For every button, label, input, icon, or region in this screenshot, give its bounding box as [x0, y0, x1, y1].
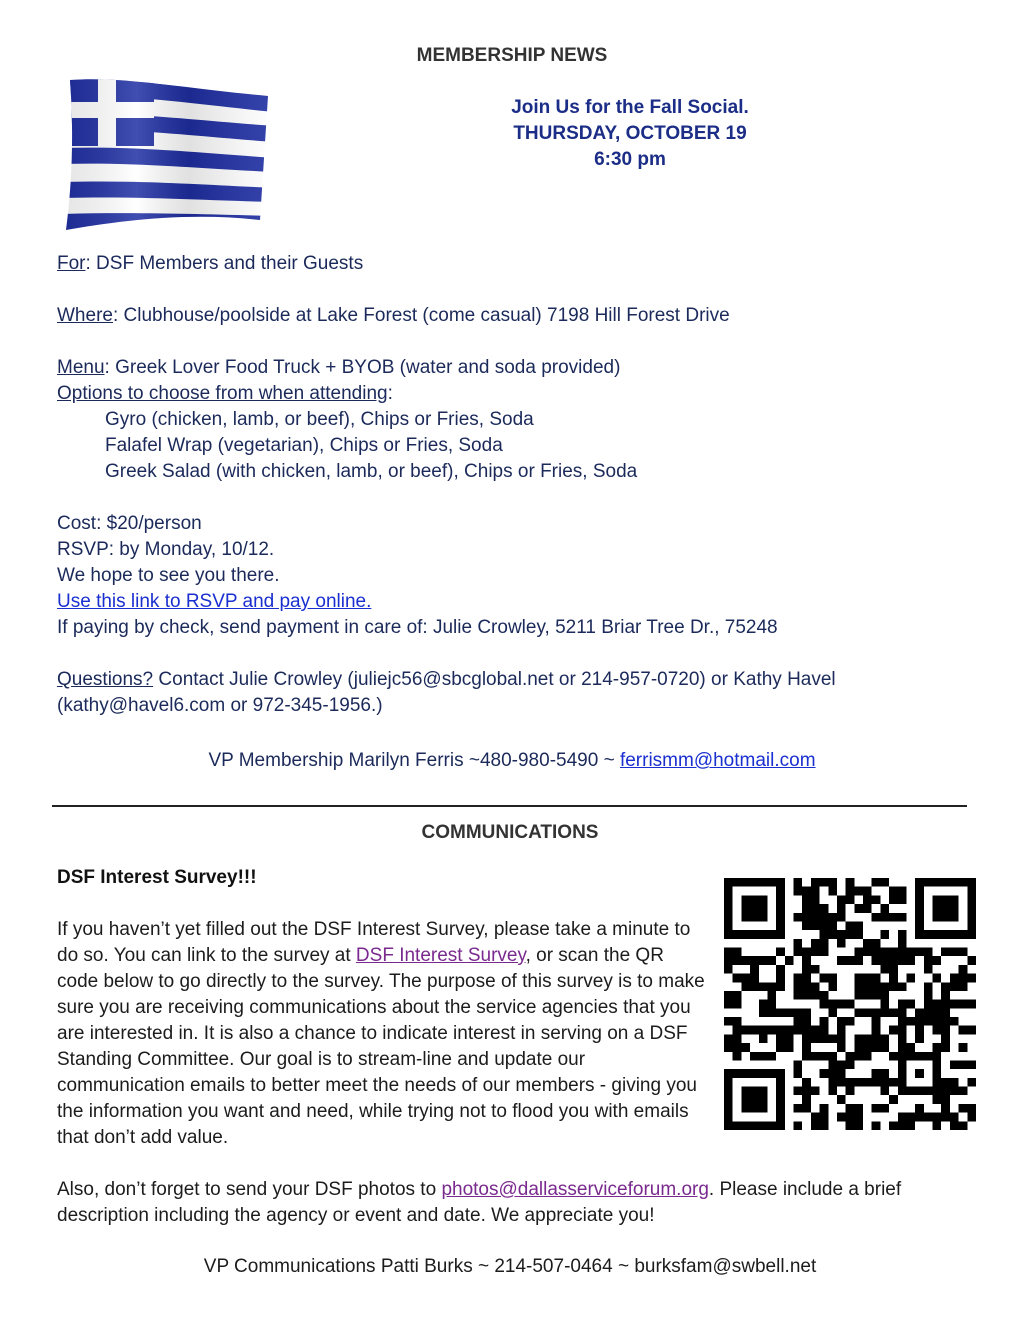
- survey-text-a: If you haven’t yet filled out the DSF Interest Survey, please take a minute to do so. You can link to the survey at: [57, 919, 691, 966]
- rsvp-line: RSVP: by Monday, 10/12.: [57, 539, 275, 560]
- communications-heading: COMMUNICATIONS: [421, 822, 599, 843]
- questions-label: Questions?: [57, 669, 154, 690]
- photos-paragraph: [57, 1177, 967, 1229]
- questions-text: Contact Julie Crowley (juliejc56@sbcglobal.net or 214-957-0720) or Kathy Havel: [153, 669, 836, 690]
- for-label: For: [57, 253, 86, 274]
- where-label: Where: [57, 305, 113, 326]
- options-colon: :: [387, 383, 393, 404]
- where-text: : Clubhouse/poolside at Lake Forest (come casual) 7198 Hill Forest Drive: [112, 305, 730, 326]
- option-item: Gyro (chicken, lamb, or beef), Chips or Fries, Soda: [105, 409, 534, 430]
- options-label: Options to choose from when attending: [57, 383, 388, 404]
- where-line: [57, 303, 730, 329]
- questions-line-2: (kathy@havel6.com or 972-345-1956.): [57, 695, 383, 716]
- vp-communications-line: VP Communications Patti Burks ~ 214-507-0464 ~ burksfam@swbell.net: [203, 1256, 817, 1277]
- menu-text: : Greek Lover Food Truck + BYOB (water and soda provided): [104, 357, 621, 378]
- vp-membership-email-link[interactable]: ferrismm@hotmail.com: [619, 750, 816, 771]
- check-payment-line: If paying by check, send payment in care of: Julie Crowley, 5211 Briar Tree Dr., 75248: [57, 617, 778, 638]
- greece-flag-icon: [62, 74, 274, 232]
- options-line: [57, 381, 393, 407]
- for-text: : DSF Members and their Guests: [85, 253, 364, 274]
- qr-code-icon[interactable]: [724, 878, 976, 1130]
- rsvp-link[interactable]: Use this link to RSVP and pay online.: [57, 591, 372, 612]
- menu-line: [57, 355, 620, 381]
- cost-line: Cost: $20/person: [57, 513, 202, 534]
- photos-text-b: . Please include a brief description including the agency or event and date. We appreciate you!: [57, 1179, 902, 1226]
- survey-paragraph: [57, 917, 709, 1151]
- survey-text-b: , or scan the QR code below to go directly to the survey. The purpose of this survey is to make sure you are receiving communications about the service agencies that you are interested in. It is also a chance to indicate interest in serving on a DSF Standing Committee. Our goal is to stream-line and update our communication emails to better meet the needs of our members - giving you the information you want and need, while trying not to flood you with emails that don’t add value.: [57, 945, 705, 1148]
- photos-email-link[interactable]: photos@dallasserviceforum.org: [441, 1179, 709, 1200]
- social-line-1: Join Us for the Fall Social.: [511, 97, 749, 118]
- social-line-3: 6:30 pm: [594, 149, 666, 170]
- section-divider: [52, 805, 967, 807]
- membership-heading: MEMBERSHIP NEWS: [416, 45, 608, 66]
- survey-link[interactable]: DSF Interest Survey: [355, 945, 526, 966]
- option-item: Falafel Wrap (vegetarian), Chips or Fries, Soda: [105, 435, 503, 456]
- menu-label: Menu: [57, 357, 105, 378]
- hope-line: We hope to see you there.: [57, 565, 280, 586]
- survey-title: DSF Interest Survey!!!: [57, 867, 257, 888]
- option-item: Greek Salad (with chicken, lamb, or beef), Chips or Fries, Soda: [105, 461, 638, 482]
- social-line-2: THURSDAY, OCTOBER 19: [513, 123, 747, 144]
- questions-line: [57, 667, 836, 693]
- vp-membership-line: [0, 748, 1024, 774]
- fall-social-announcement: [480, 95, 780, 173]
- for-line: [57, 251, 363, 277]
- photos-text-a: Also, don’t forget to send your DSF photos to: [57, 1179, 442, 1200]
- vp-membership-text: VP Membership Marilyn Ferris ~480-980-5490 ~: [208, 750, 620, 771]
